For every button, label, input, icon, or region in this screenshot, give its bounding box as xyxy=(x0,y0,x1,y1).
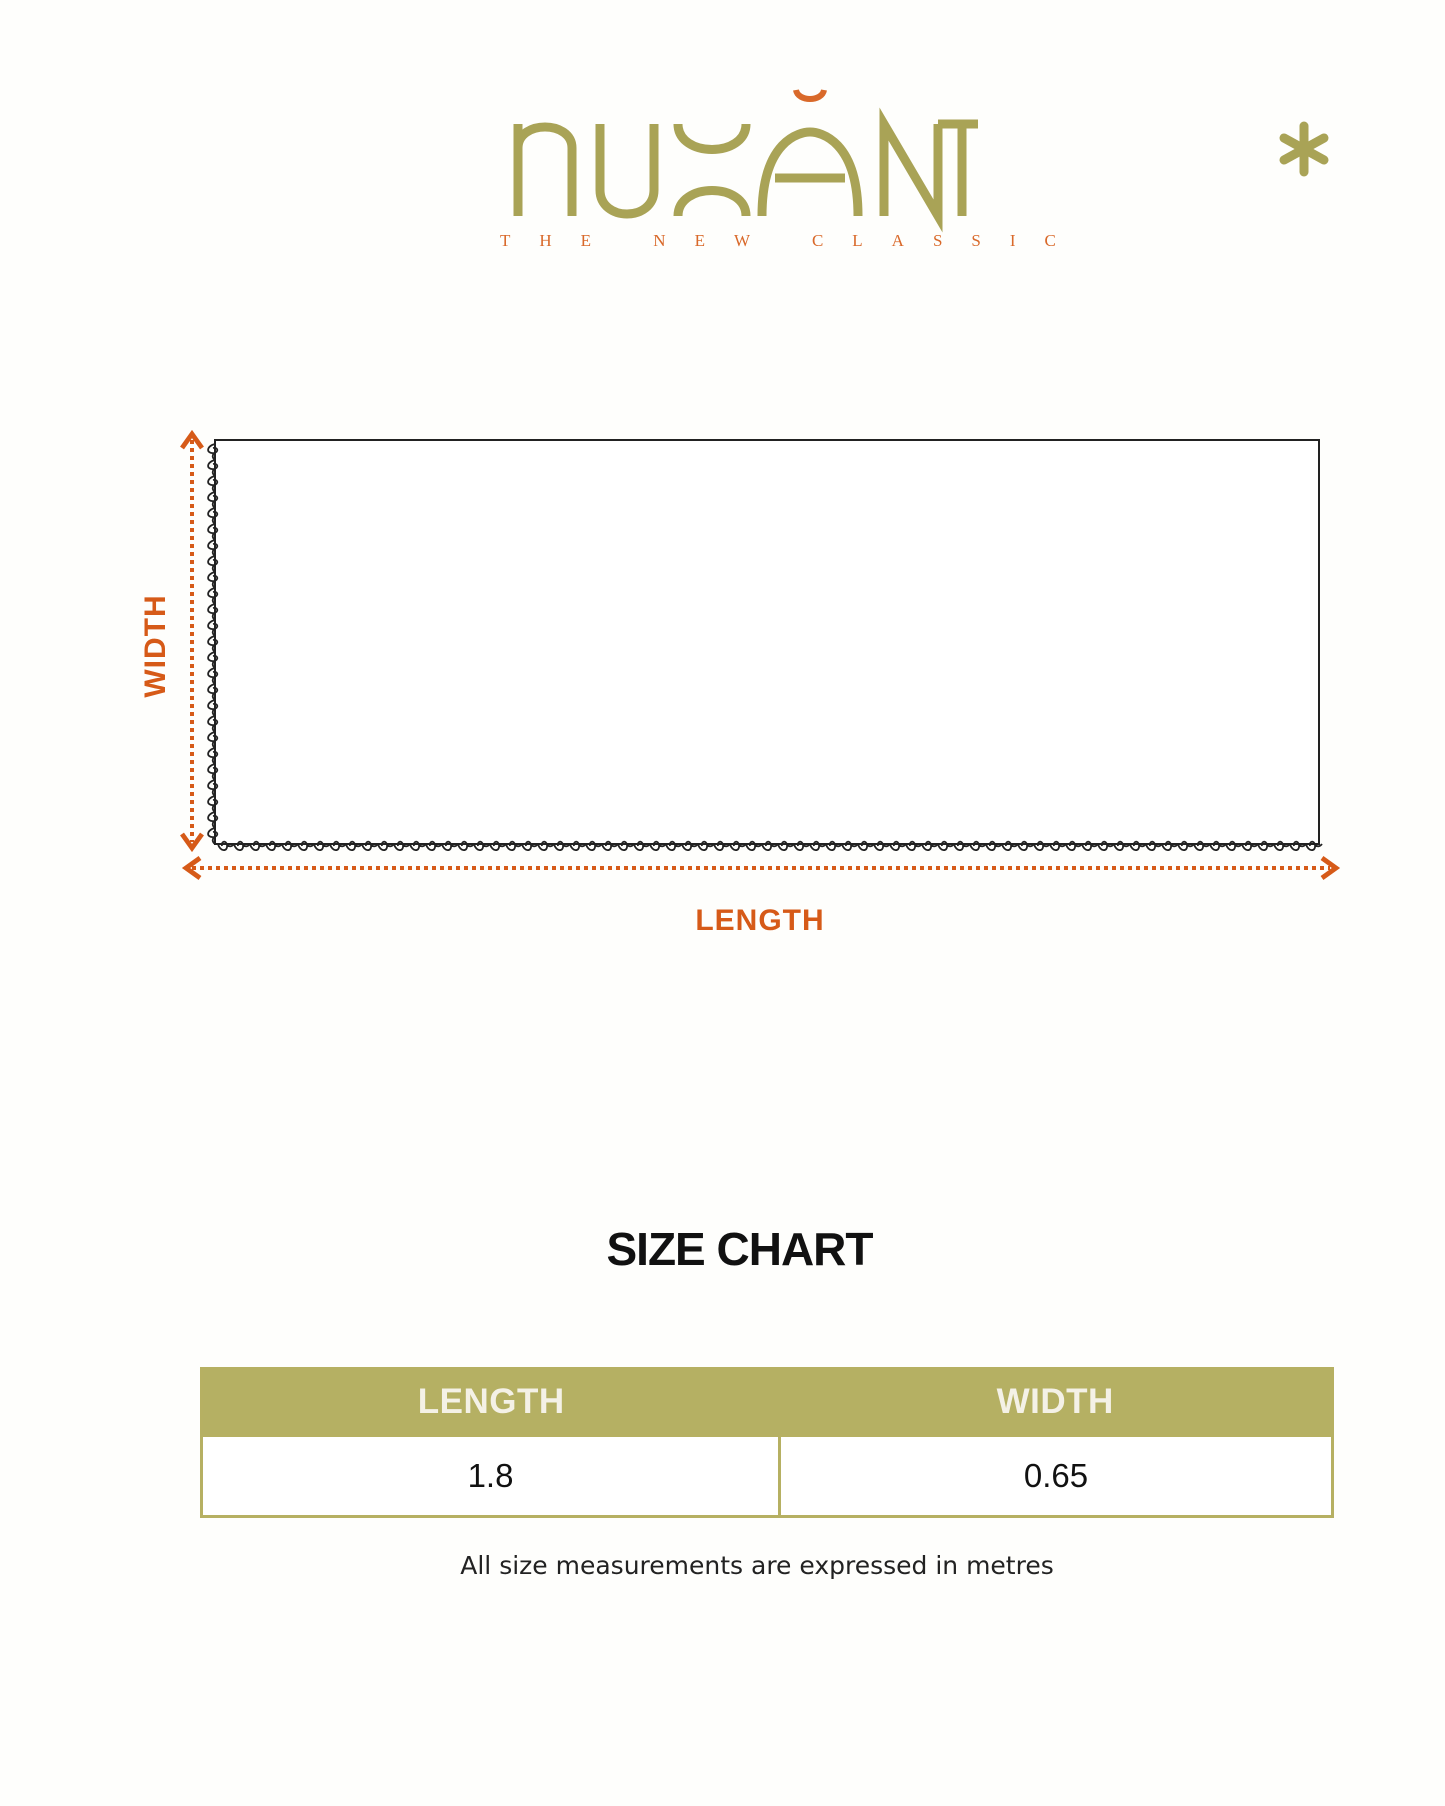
measurement-note: All size measurements are expressed in metres xyxy=(460,1551,1054,1580)
size-table-header-row xyxy=(202,1369,1333,1436)
fabric-diagram xyxy=(0,420,1445,960)
size-table xyxy=(200,1367,1334,1518)
width-value: 0.65 xyxy=(780,1436,1333,1517)
brand-tagline: THE NEW CLASSIC xyxy=(500,231,1085,250)
length-value: 1.8 xyxy=(202,1436,780,1517)
length-label: LENGTH xyxy=(695,904,825,937)
size-chart-title: SIZE CHART xyxy=(606,1223,873,1275)
column-header-width: WIDTH xyxy=(780,1369,1333,1436)
column-header-length: LENGTH xyxy=(202,1369,780,1436)
table-row xyxy=(202,1436,1333,1517)
width-label: WIDTH xyxy=(139,594,172,698)
asterisk-icon xyxy=(1275,120,1333,178)
fabric-outline xyxy=(215,440,1319,844)
